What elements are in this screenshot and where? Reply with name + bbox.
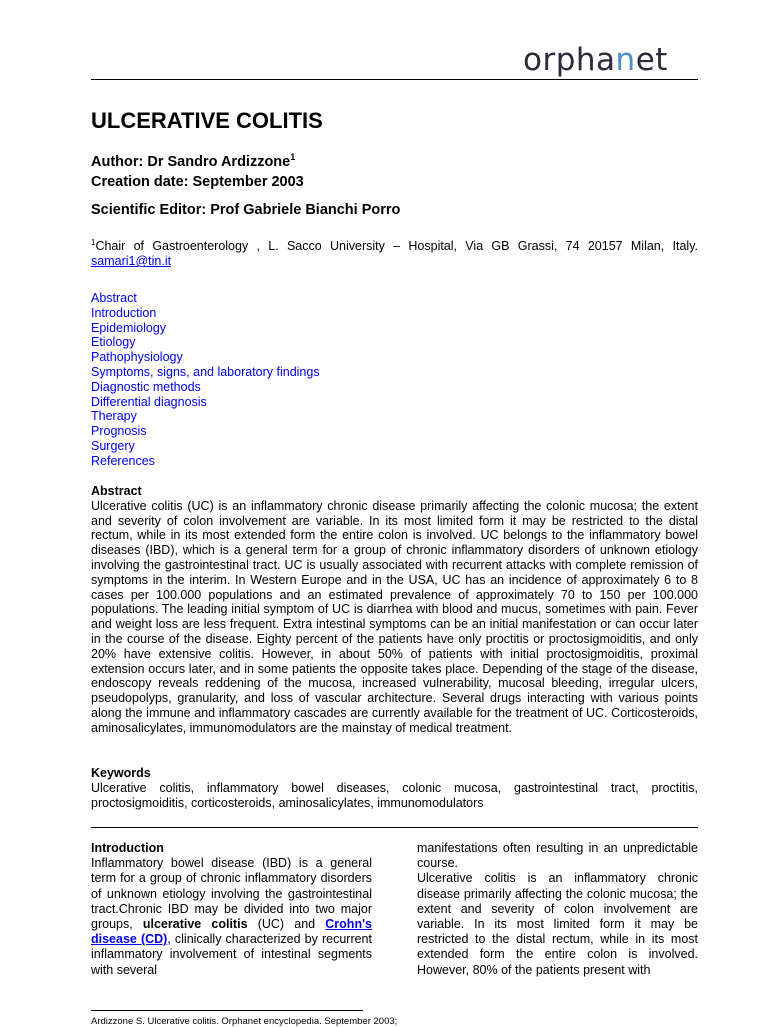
page-title: ULCERATIVE COLITIS [91, 108, 323, 133]
section-divider [91, 827, 698, 828]
toc-link-symptoms[interactable]: Symptoms, signs, and laboratory findings [91, 364, 320, 379]
footer-citation: Ardizzone S. Ulcerative colitis. Orphanet encyclopedia. September 2003; [91, 1016, 398, 1027]
introduction-column-left [91, 841, 372, 978]
logo-text-part: orpha [523, 42, 616, 78]
intro-text-part: Inflammatory bowel disease (IBD) is a general term for a group of chronic inflammatory disorders of unknown etiology involving the gastrointestinal tract.Chronic IBD may be divided into two major groups, [91, 856, 372, 932]
toc-link-etiology[interactable]: Etiology [91, 335, 136, 350]
scientific-editor: Scientific Editor: Prof Gabriele Bianchi Porro [91, 202, 401, 218]
orphanet-logo [523, 42, 668, 78]
toc-link-abstract[interactable]: Abstract [91, 291, 137, 305]
keywords-heading: Keywords [91, 766, 151, 780]
email-link[interactable]: samari1@tin.it [91, 254, 172, 269]
toc-link-pathophysiology[interactable]: Pathophysiology [91, 350, 183, 365]
toc-link-introduction[interactable]: Introduction [91, 305, 157, 320]
toc-link-prognosis[interactable]: Prognosis [91, 424, 147, 439]
footer-divider [91, 1010, 363, 1011]
table-of-contents [91, 291, 320, 469]
intro-bold-term: ulcerative colitis [142, 917, 248, 932]
introduction-heading: Introduction [91, 841, 164, 855]
affiliation [91, 235, 698, 269]
toc-link-references[interactable]: References [91, 453, 155, 468]
header-divider [91, 79, 698, 80]
intro-col2-paragraph-1: manifestations often resulting in an unpredictable course. [417, 841, 698, 871]
affiliation-text: Chair of Gastroenterology , L. Sacco University – Hospital, Via GB Grassi, 74 20157 Milan, Italy. [95, 239, 698, 254]
toc-link-diagnostic-methods[interactable]: Diagnostic methods [91, 379, 201, 394]
toc-link-surgery[interactable]: Surgery [91, 438, 135, 453]
toc-link-epidemiology[interactable]: Epidemiology [91, 320, 167, 335]
abstract-section [91, 484, 698, 736]
crohns-disease-link[interactable]: Crohn's disease (CD) [91, 917, 373, 947]
logo-text-part: et [635, 42, 668, 78]
author-name: Author: Dr Sandro Ardizzone [91, 153, 291, 170]
abstract-heading: Abstract [91, 484, 142, 498]
keywords-section [91, 766, 698, 810]
intro-col2-paragraph-2: Ulcerative colitis is an inflammatory chronic disease primarily affecting the colonic mucosa; the extent and severity of colon involvement are variable. In its most limited form it may be restricted to the distal rectum, while in its most extended form the entire colon is involved. However, 80% of the patients present with [417, 871, 698, 977]
introduction-column-right [417, 841, 698, 978]
keywords-text: Ulcerative colitis, inflammatory bowel diseases, colonic mucosa, gastrointestinal tract, proctitis, proctosigmoiditis, corticosteroids, aminosalicylates, immunomodulators [91, 780, 698, 810]
affiliation-superscript: 1 [91, 238, 96, 247]
toc-link-therapy[interactable]: Therapy [91, 409, 137, 424]
creation-date: Creation date: September 2003 [91, 173, 304, 190]
logo-text-highlight: n [615, 42, 636, 78]
intro-text-part: , clinically characterized by recurrent inflammatory involvement of intestinal segments with several [91, 932, 372, 977]
intro-text-part: (UC) and [257, 917, 316, 932]
introduction-text [91, 856, 372, 978]
abstract-text: Ulcerative colitis (UC) is an inflammatory chronic disease primarily affecting the colonic mucosa; the extent and severity of colon involvement are variable. In its most limited form it may be restricted to the distal rectum, while in its most extended form the entire colon is involved. UC belongs to the inflammatory bowel diseases (IBD), which is a general term for a group of chronic inflammatory disorders of unknown etiology involving the gastrointestinal tract. UC is usually associated with recurrent attacks with complete remission of symptoms in the interim. In Western Europe and in the USA, UC has an incidence of approximately 6 to 8 cases per 100.000 populations and an estimated prevalence of approximately 70 to 150 per 100.000 populations. The leading initial symptom of UC is diarrhea with blood and mucus, sometimes with pain. Fever and weight loss are less frequent. Extra intestinal symptoms can be an initial manifestation or can occur later in the course of the disease. Eighty percent of the patients have only proctitis or proctosigmoiditis, and only 20% have extensive colitis. However, in about 50% of patients with initial proctosigmoiditis, proximal extension occurs later, and in some patients the opposite takes place. Depending of the stage of the disease, endoscopy reveals reddening of the mucosa, increased vulnerability, mucosal bleeding, irregular ulcers, pseudopolyps, granularity, and loss of vascular architecture. Several drugs interacting with various points along the immune and inflammatory cascades are currently available for the treatment of UC. Corticosteroids, aminosalicylates, immunomodulators are the mainstay of medical treatment. [91, 498, 698, 735]
author-superscript: 1 [290, 152, 296, 162]
author-block [91, 147, 304, 192]
toc-link-differential-diagnosis[interactable]: Differential diagnosis [91, 394, 207, 409]
